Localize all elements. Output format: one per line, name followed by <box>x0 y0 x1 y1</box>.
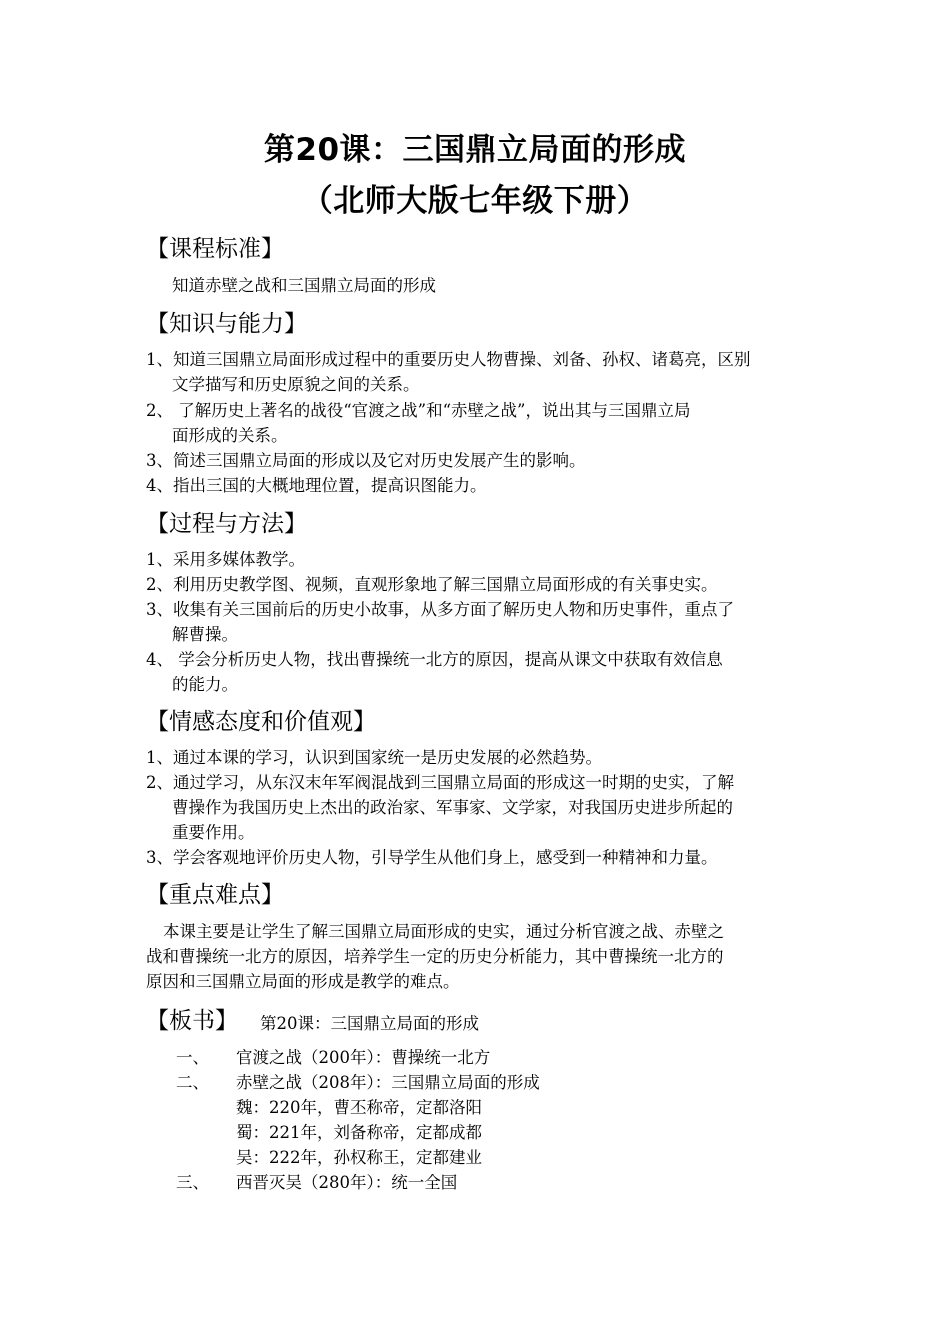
emotion-line: 2、通过学习，从东汉末年军阀混战到三国鼎立局面的形成这一时期的史实，了解 <box>146 773 734 792</box>
section-heading-emotion: 【情感态度和价值观】 <box>146 709 376 735</box>
process-line: 2、利用历史教学图、视频，直观形象地了解三国鼎立局面形成的有关事史实。 <box>146 575 718 594</box>
knowledge-line: 4、指出三国的大概地理位置，提高识图能力。 <box>146 476 487 495</box>
board-item-text: 赤壁之战（208年）：三国鼎立局面的形成 <box>236 1073 540 1092</box>
section-heading-board: 【板书】 <box>146 1008 238 1034</box>
knowledge-line: 3、简述三国鼎立局面的形成以及它对历史发展产生的影响。 <box>146 451 586 470</box>
knowledge-line: 2、 了解历史上著名的战役“官渡之战”和“赤壁之战”，说出其与三国鼎立局 <box>146 401 691 420</box>
knowledge-line: 面形成的关系。 <box>172 426 288 445</box>
process-line: 1、采用多媒体教学。 <box>146 550 305 569</box>
keypoints-line: 原因和三国鼎立局面的形成是教学的难点。 <box>146 972 460 991</box>
board-item-text: 西晋灭吴（280年）：统一全国 <box>236 1173 458 1192</box>
process-line: 的能力。 <box>172 675 238 694</box>
emotion-line: 1、通过本课的学习，认识到国家统一是历史发展的必然趋势。 <box>146 748 602 767</box>
document-subtitle: （北师大版七年级下册） <box>301 183 649 219</box>
process-line: 解曹操。 <box>172 625 238 644</box>
emotion-line: 3、学会客观地评价历史人物，引导学生从他们身上，感受到一种精神和力量。 <box>146 848 718 867</box>
section-heading-process: 【过程与方法】 <box>146 511 307 537</box>
board-title: 第20课：三国鼎立局面的形成 <box>260 1014 479 1033</box>
board-item-text: 官渡之战（200年）：曹操统一北方 <box>236 1048 491 1067</box>
document-title: 第20课：三国鼎立局面的形成 <box>263 132 687 168</box>
emotion-line: 重要作用。 <box>172 823 255 842</box>
process-line: 3、收集有关三国前后的历史小故事，从多方面了解历史人物和历史事件，重点了 <box>146 600 734 619</box>
board-item-number: 一、 <box>176 1048 209 1067</box>
board-item-number: 二、 <box>176 1073 209 1092</box>
process-line: 4、 学会分析历史人物，找出曹操统一北方的原因，提高从课文中获取有效信息 <box>146 650 723 669</box>
board-subitem-text: 蜀：221年，刘备称帝，定都成都 <box>236 1123 482 1142</box>
knowledge-line: 1、知道三国鼎立局面形成过程中的重要历史人物曹操、刘备、孙权、诸葛亮，区别 <box>146 350 751 369</box>
keypoints-line: 本课主要是让学生了解三国鼎立局面形成的史实，通过分析官渡之战、赤壁之 <box>163 922 724 941</box>
knowledge-line: 文学描写和历史原貌之间的关系。 <box>172 375 420 394</box>
board-subitem-text: 吴：222年，孙权称王，定都建业 <box>236 1148 482 1167</box>
emotion-line: 曹操作为我国历史上杰出的政治家、军事家、文学家，对我国历史进步所起的 <box>172 798 733 817</box>
section-heading-keypoints: 【重点难点】 <box>146 882 284 908</box>
section-heading-knowledge: 【知识与能力】 <box>146 311 307 337</box>
section-heading-standard: 【课程标准】 <box>146 236 284 262</box>
board-item-number: 三、 <box>176 1173 209 1192</box>
board-subitem-text: 魏：220年，曹丕称帝，定都洛阳 <box>236 1098 482 1117</box>
standard-text: 知道赤壁之战和三国鼎立局面的形成 <box>172 276 436 295</box>
keypoints-line: 战和曹操统一北方的原因，培养学生一定的历史分析能力，其中曹操统一北方的 <box>146 947 724 966</box>
